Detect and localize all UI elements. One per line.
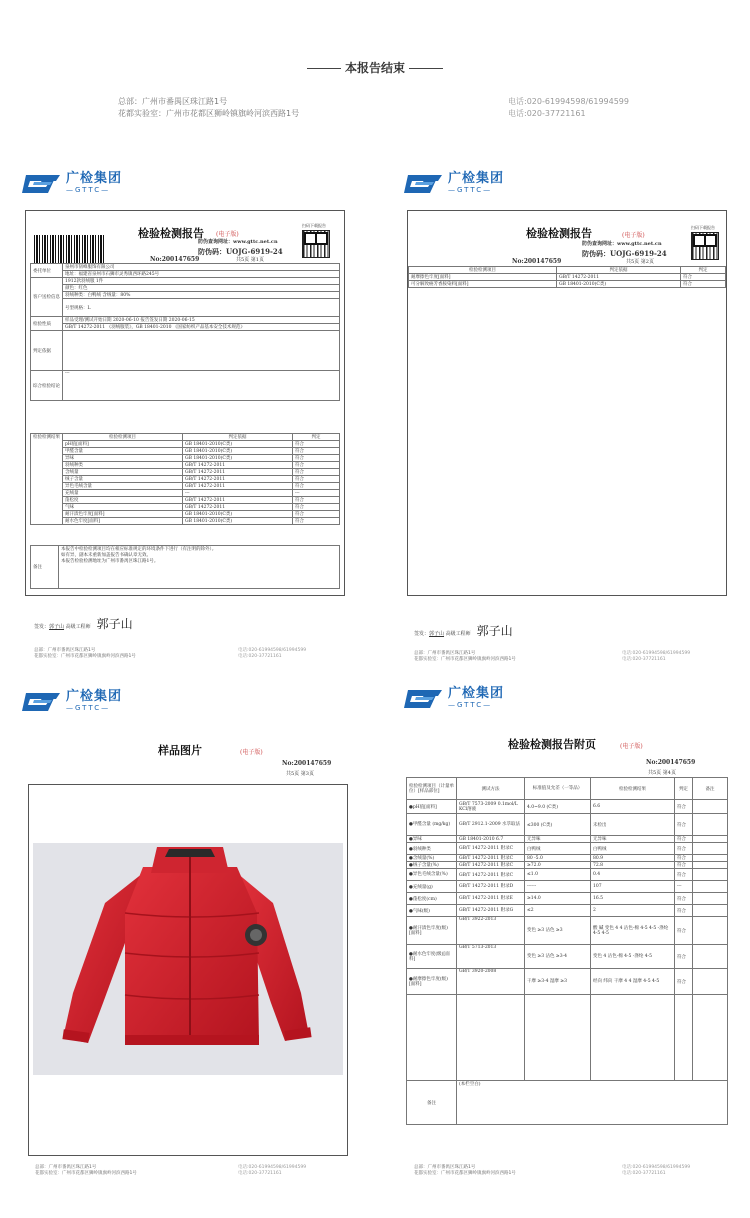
table-cell: 变色 ≥3 沾色 ≥3 [525, 917, 591, 945]
table-cell: 耐汗渍色牢度[面料] [63, 511, 183, 518]
table-cell: ●含绒量(%) [407, 855, 457, 862]
cell-value: 号型规格：L [63, 299, 340, 317]
table-cell: GB/T 14272-2011 [183, 497, 293, 504]
table-cell: 无异味 [525, 836, 591, 843]
table-cell: 80.9 [591, 855, 675, 862]
table-cell: GB/T 3922-2013 [457, 917, 525, 945]
table-cell: ●耐摩擦色牢度(级)[面料] [407, 969, 457, 995]
table-cell: 符合 [293, 469, 340, 476]
logo-text: 广检集团 [448, 686, 505, 701]
qr-code-icon [302, 230, 330, 258]
table-cell: 符合 [675, 836, 693, 843]
cell-value: GB/T 14272-2011 《羽绒服装》，GB 18401-2010 《国家纺织产品基本安全技术规范》 [63, 324, 340, 331]
page-count: 共5页 第1页 [236, 257, 264, 263]
gttc-logo [402, 172, 504, 195]
table-cell: 白鸭绒 [525, 843, 591, 855]
note-line: 如有异，副本未重新加盖报告书确认章无效。 [59, 552, 340, 558]
gttc-logo-icon [402, 688, 442, 710]
table-cell [525, 995, 591, 1081]
report-page-2 [407, 210, 727, 596]
table-cell: GB/T 14272-2011 附录G [457, 905, 525, 917]
gttc-logo [20, 690, 122, 713]
note-line: 本报告中检验检测项目均在相应标准规定的环境条件下进行（有注明的除外）。 [59, 546, 340, 553]
table-cell: 符合 [293, 504, 340, 511]
remark-label: 备注 [407, 1081, 457, 1125]
logo-en: —GTTC— [66, 186, 111, 194]
cell-label: 综合检验结论 [31, 371, 63, 401]
col-header-result: 检验检测结果 [591, 778, 675, 800]
col-header-method: 测试方法 [457, 778, 525, 800]
table-cell [693, 995, 728, 1081]
table-cell: 符合 [681, 274, 726, 281]
table-cell [457, 995, 525, 1081]
table-cell: 耐水色牢度[面料] [63, 518, 183, 525]
logo-text: 广检集团 [66, 171, 123, 186]
table-cell: GB/T 14272-2011 [183, 483, 293, 490]
table-cell: 符合 [675, 945, 693, 969]
page-count: 共5页 第2页 [626, 259, 654, 265]
signature-block: 签发：郭子山 高级工程师 郭子山 [34, 617, 133, 631]
table-cell: 蓬松度 [63, 497, 183, 504]
report-number: No:200147659 [150, 256, 200, 263]
page-footer: 总部：广州市番禺区珠江路1号 花都实验室：广州市花都区狮岭镇旗岭河滨西路1号 [34, 648, 136, 659]
logo-text: 广检集团 [448, 171, 505, 186]
table-cell: 甲醛含量 [63, 448, 183, 455]
page-title: 样品图片 [158, 744, 202, 757]
col-header-remark: 备注 [693, 778, 728, 800]
table-cell: GB/T 14272-2011 [183, 504, 293, 511]
table-cell: GB/T 14272-2011 附录D [457, 881, 525, 893]
table-cell: GB/T 14272-2011 附录E [457, 893, 525, 905]
table-cell: 未检出 [591, 814, 675, 836]
table-cell: ●异味 [407, 836, 457, 843]
remark-text: (本栏空白) [457, 1081, 728, 1125]
appendix-table [406, 777, 728, 1125]
table-cell: 符合 [293, 462, 340, 469]
table-cell: GB/T 5713-2013 [457, 945, 525, 969]
divider [307, 68, 341, 69]
red-down-jacket-image [33, 843, 343, 1075]
table-cell [591, 995, 675, 1081]
results-table [408, 266, 726, 288]
table-cell [693, 969, 728, 995]
cell-label: 委托单位 [31, 264, 63, 278]
cell-value: 颜色：红色 [63, 285, 340, 292]
table-cell: 符合 [293, 441, 340, 448]
table-cell: 气味 [63, 504, 183, 511]
logo-text: 广检集团 [66, 689, 123, 704]
table-cell: 107 [591, 881, 675, 893]
table-cell: GB/T 3920-2008 [457, 969, 525, 995]
cell-value [63, 331, 340, 371]
table-cell: ≤2 [525, 905, 591, 917]
table-cell: ●甲醛含量 (mg/kg) [407, 814, 457, 836]
table-cell: 符合 [675, 869, 693, 881]
table-cell: 6.6 [591, 800, 675, 814]
col-header-item: 检验检测项目（计量单位）[样品部位] [407, 778, 457, 800]
electronic-version: (电子版) [240, 749, 263, 756]
scan-label: 扫码下载报告 [302, 223, 326, 228]
page-title: 检验检测报告 [526, 227, 592, 240]
scan-label: 扫码下载报告 [691, 225, 715, 230]
table-cell: ≥72.0 [525, 862, 591, 869]
table-cell [693, 945, 728, 969]
table-cell: GB/T 14272-2011 [183, 469, 293, 476]
page-footer-tel: 电话:020-61994598/61994599 电话:020-37721161 [622, 651, 691, 662]
signature-block: 签发：郭子山 高级工程师 郭子山 [414, 624, 513, 638]
table-cell: 符合 [293, 483, 340, 490]
electronic-version: (电子版) [622, 232, 645, 239]
table-cell: 16.5 [591, 893, 675, 905]
page-title: 检验检测报告附页 [508, 738, 596, 751]
table-cell: 符合 [293, 476, 340, 483]
table-cell [693, 843, 728, 855]
table-cell: 充绒量 [63, 490, 183, 497]
table-cell [693, 905, 728, 917]
table-cell: 符合 [293, 448, 340, 455]
table-cell: GB/T 14272-2011 附录C [457, 843, 525, 855]
page-count: 共5页 第3页 [286, 771, 314, 777]
notes-table [30, 545, 340, 589]
table-cell: 白鸭绒 [591, 843, 675, 855]
table-cell: 72.8 [591, 862, 675, 869]
gttc-logo-icon [20, 691, 60, 713]
table-cell: 符合 [293, 497, 340, 504]
table-cell [407, 995, 457, 1081]
logo-en: —GTTC— [448, 186, 493, 194]
table-cell: GB 18401-2010(C类) [557, 281, 681, 288]
table-cell [693, 881, 728, 893]
table-cell: 符合 [675, 800, 693, 814]
table-cell: 2 [591, 905, 675, 917]
table-cell: --- [293, 490, 340, 497]
table-cell: 符合 [675, 814, 693, 836]
table-cell: 变色 ≥3 沾色 ≥3-4 [525, 945, 591, 969]
col-header-basis: 判定依据 [557, 267, 681, 274]
table-cell: ≤300 (C类) [525, 814, 591, 836]
table-cell [693, 917, 728, 945]
cell-value: --- [63, 371, 340, 401]
page-footer: 总部：广州市番禺区珠江路1号 花都实验室：广州市花都区狮岭镇旗岭河滨西路1号 [414, 1165, 516, 1176]
col-header-verdict: 判定 [681, 267, 726, 274]
table-cell: GB/T 14272-2011 附录C [457, 855, 525, 862]
page-footer: 总部：广州市番禺区珠江路1号 花都实验室：广州市花都区狮岭镇旗岭河滨西路1号 [414, 651, 516, 662]
table-cell: 绒子含量 [63, 476, 183, 483]
table-cell: ●耐水色牢度(级)[面料] [407, 945, 457, 969]
table-cell: 异色毛绒含量 [63, 483, 183, 490]
table-cell: GB/T 2912.1-2009 水萃取法 [457, 814, 525, 836]
table-cell: 酸 碱 变色 4 4 沾色-棉 4-5 4-5 -涤纶 4-5 4-5 [591, 917, 675, 945]
lab-tel: 电话:020-37721161 [508, 109, 586, 118]
table-cell: GB/T 14272-2011 附录C [457, 869, 525, 881]
table-cell: ≥14.0 [525, 893, 591, 905]
table-cell: GB 18401-2010(C类) [183, 448, 293, 455]
table-cell [693, 814, 728, 836]
electronic-version: (电子版) [216, 231, 239, 238]
logo-en: —GTTC— [66, 704, 111, 712]
table-cell [693, 836, 728, 843]
table-cell: ≤1.0 [525, 869, 591, 881]
table-cell: --- [675, 881, 693, 893]
lab-address: 花都实验室：广州市花都区狮岭镇旗岭河滨西路1号 [118, 109, 300, 118]
table-cell: 符合 [675, 893, 693, 905]
table-cell: GB/T 14272-2011 [183, 462, 293, 469]
query-url: 防伪查询网址：www.gttc.net.cn [582, 241, 662, 247]
page-footer-tel: 电话:020-61994598/61994599 电话:020-37721161 [238, 648, 307, 659]
table-cell [693, 800, 728, 814]
table-cell: GB/T 14272-2011 附录C [457, 862, 525, 869]
table-cell: ●耐汗渍色牢度(级)[面料] [407, 917, 457, 945]
table-cell: 0.4 [591, 869, 675, 881]
col-header-verdict: 判定 [293, 434, 340, 441]
table-cell [693, 862, 728, 869]
table-cell: GB 18401-2010 6.7 [457, 836, 525, 843]
gttc-logo-icon [402, 173, 442, 195]
table-cell: GB/T 14272-2011 [557, 274, 681, 281]
table-cell: 符合 [675, 862, 693, 869]
table-cell: 80 -5.0 [525, 855, 591, 862]
table-cell: 可分解致癌芳香胺染料[面料] [409, 281, 557, 288]
cell-label: 备注 [31, 546, 59, 589]
signer-name: 郭子山 [49, 624, 65, 630]
cell-value: 样品受理/测试开始日期 2020-06-10 报告签发日期 2020-06-15 [63, 317, 340, 324]
table-cell: 符合 [675, 843, 693, 855]
table-cell [693, 869, 728, 881]
table-cell: 符合 [293, 511, 340, 518]
table-cell: ●气味(级) [407, 905, 457, 917]
table-cell: GB 18401-2010(C类) [183, 518, 293, 525]
gttc-logo [20, 172, 122, 195]
qr-code-icon [691, 232, 719, 260]
table-cell: 无异味 [591, 836, 675, 843]
table-cell: 经向 纬向 干摩 4 4 湿摩 4-5 4-5 [591, 969, 675, 995]
col-header-item: 检验检测项目 [409, 267, 557, 274]
table-cell: 符合 [293, 518, 340, 525]
report-end-title: 本报告结束 [0, 59, 750, 76]
cell-label: 客户送检信息 [31, 278, 63, 317]
col-header-standard: 标准值及允差（一等品） [525, 778, 591, 800]
table-cell: 羽绒种类 [63, 462, 183, 469]
barcode [34, 235, 106, 263]
report-page-1 [25, 210, 345, 596]
table-cell: 符合 [675, 855, 693, 862]
cell-label: 检验检测结果 [31, 434, 63, 525]
page-footer-tel: 电话:020-61994598/61994599 电话:020-37721161 [622, 1165, 691, 1176]
table-cell: ●充绒量(g) [407, 881, 457, 893]
page-title: 检验检测报告 [138, 227, 204, 240]
logo-en: —GTTC— [448, 701, 493, 709]
cell-value: 地址：福建省泉州市石狮市灵秀镇西环路245号 [63, 271, 340, 278]
report-number: No:200147659 [282, 760, 332, 767]
table-cell: 4.0~9.0 (C类) [525, 800, 591, 814]
cell-label: 检验性质 [31, 317, 63, 331]
table-cell: ●绒子含量(%) [407, 862, 457, 869]
table-cell [693, 893, 728, 905]
table-cell: 耐摩擦色牢度[面料] [409, 274, 557, 281]
table-cell: ●pH值[面料] [407, 800, 457, 814]
hq-address: 总部：广州市番禺区珠江路1号 [118, 97, 228, 106]
table-cell: 符合 [675, 905, 693, 917]
handwritten-signature: 郭子山 [96, 617, 133, 631]
table-cell: 含绒量 [63, 469, 183, 476]
table-cell: GB 18401-2010(C类) [183, 441, 293, 448]
table-cell: 符合 [675, 969, 693, 995]
col-header-basis: 判定依据 [183, 434, 293, 441]
table-cell: 变色 4 沾色-棉 4-5 -涤纶 4-5 [591, 945, 675, 969]
handwritten-signature: 郭子山 [476, 624, 513, 638]
col-header-verdict: 判定 [675, 778, 693, 800]
table-cell: ●蓬松度(cm) [407, 893, 457, 905]
table-cell: 符合 [675, 917, 693, 945]
page-footer: 总部：广州市番禺区珠江路1号 花都实验室：广州市花都区狮岭镇旗岭河滨西路1号 [35, 1165, 137, 1176]
table-cell: GB/T 14272-2011 [183, 476, 293, 483]
cell-value: 1912款羽绒服 1件 [63, 278, 340, 285]
table-cell: --- [183, 490, 293, 497]
table-cell: ●羽绒种类 [407, 843, 457, 855]
table-cell [675, 995, 693, 1081]
cell-label: 判定依据 [31, 331, 63, 371]
divider [409, 68, 443, 69]
page-footer-tel: 电话:020-61994598/61994599 电话:020-37721161 [238, 1165, 307, 1176]
table-cell: GB/T 7573-2009 0.1mol/L KCl溶液 [457, 800, 525, 814]
results-table [30, 433, 340, 525]
table-cell: 符合 [681, 281, 726, 288]
page-count: 共5页 第4页 [648, 770, 676, 776]
sample-photo [33, 843, 343, 1075]
anti-fake-code: 防伪码：UOJG-6919-24 [198, 247, 283, 256]
table-cell: 符合 [293, 455, 340, 462]
info-table [30, 263, 340, 401]
report-number: No:200147659 [646, 759, 696, 766]
query-url: 防伪查询网址：www.gttc.net.cn [198, 239, 278, 245]
table-cell: GB 18401-2010(C类) [183, 455, 293, 462]
gttc-logo-icon [20, 173, 60, 195]
gttc-logo [402, 687, 504, 710]
table-cell: ●异色毛绒含量(%) [407, 869, 457, 881]
col-header-item: 检验检测项目 [63, 434, 183, 441]
cell-value: 泉州市韧峰服饰有限公司 [63, 264, 340, 271]
report-number: No:200147659 [512, 258, 562, 265]
table-cell: pH值[面料] [63, 441, 183, 448]
note-line: 本报告检验检测地址为广州市番禺区珠江路1号。 [59, 558, 340, 588]
signer-name: 郭子山 [429, 631, 445, 637]
table-cell [693, 855, 728, 862]
electronic-version: (电子版) [620, 743, 643, 750]
table-cell: ------ [525, 881, 591, 893]
table-cell: 干摩 ≥3-4 湿摩 ≥3 [525, 969, 591, 995]
anti-fake-code: 防伪码：UOJG-6919-24 [582, 249, 667, 258]
table-cell: 异味 [63, 455, 183, 462]
hq-tel: 电话:020-61994598/61994599 [508, 97, 629, 106]
cell-value: 羽绒种类：白鸭绒 含绒量：80% [63, 292, 340, 299]
table-cell: GB 18401-2010(C类) [183, 511, 293, 518]
